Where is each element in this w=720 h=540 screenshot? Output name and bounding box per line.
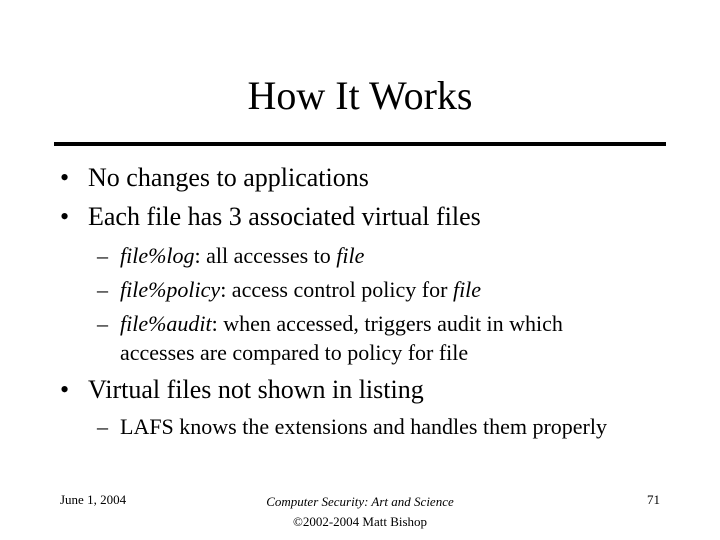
- sub-item-text: [120, 310, 563, 338]
- bullet-icon: •: [60, 202, 70, 231]
- description: : when accessed, triggers audit in which: [211, 311, 563, 336]
- title-divider: [54, 142, 666, 146]
- slide-title: How It Works: [247, 73, 473, 118]
- footer-book-title: Computer Security: Art and Science: [266, 494, 454, 509]
- sub-item-text: [120, 276, 481, 304]
- footer-date: June 1, 2004: [60, 492, 127, 507]
- dash-icon: –: [97, 243, 108, 268]
- sub-item-continuation: accesses are compared to policy for file: [120, 340, 469, 365]
- bullet-text: Virtual files not shown in listing: [88, 375, 424, 404]
- target-file: file: [336, 243, 365, 268]
- bullet-icon: •: [60, 163, 70, 192]
- dash-icon: –: [97, 414, 108, 439]
- bullet-icon: •: [60, 375, 70, 404]
- sub-item-text: [120, 242, 364, 270]
- dash-icon: –: [97, 277, 108, 302]
- footer-copyright: ©2002-2004 Matt Bishop: [292, 514, 428, 529]
- description: : all accesses to: [194, 243, 337, 268]
- footer-page-number: 71: [647, 492, 660, 507]
- dash-icon: –: [97, 311, 108, 336]
- sub-item-text: LAFS knows the extensions and handles them properly: [120, 414, 607, 439]
- footer-credits: [210, 492, 510, 532]
- target-file: file: [452, 277, 482, 302]
- description: : access control policy for: [220, 277, 453, 302]
- term-file-log: file%log: [120, 243, 195, 268]
- bullet-text: Each file has 3 associated virtual files: [88, 202, 481, 231]
- term-file-audit: file%audit: [120, 311, 212, 336]
- bullet-text: No changes to applications: [88, 163, 369, 192]
- term-file-policy: file%policy: [120, 277, 221, 302]
